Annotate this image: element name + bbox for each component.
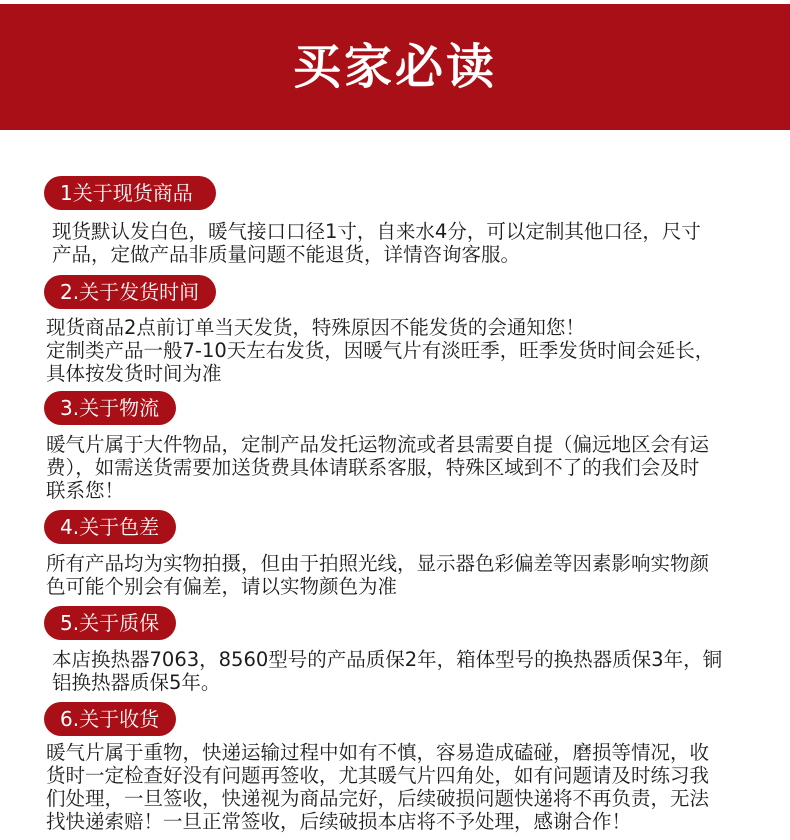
section-body: 所有产品均为实物拍摄，但由于拍照光线，显示器色彩偏差等因素影响实物颜 色可能个别会有偏差，请以实物颜色为准	[46, 552, 710, 598]
section-title: 1关于现货商品	[44, 176, 216, 210]
header-banner	[0, 4, 790, 130]
section-body: 本店换热器7063，8560型号的产品质保2年，箱体型号的换热器质保3年，铜 铝换热器质保5年。	[52, 648, 723, 694]
section-title: 4.关于色差	[44, 510, 176, 544]
section-body: 现货商品2点前订单当天发货，特殊原因不能发货的会通知您！ 定制类产品一般7-10天左右发货，因暖气片有淡旺季，旺季发货时间会延长， 具体按发货时间为准	[46, 316, 715, 385]
section-title: 5.关于质保	[44, 606, 176, 640]
page-title: 买家必读	[292, 38, 497, 95]
section-body: 暖气片属于重物，快递运输过程中如有不慎，容易造成磕碰，磨损等情况，收 货时一定检查好没有问题再签收，尤其暖气片四角处，如有问题请及时练习我 们处理，一旦签收，快递视为商品完好，后续破损问题快递将不再负责，无法 找快递索赔！一旦正常签收，后续破损本店将不予处理，感谢合作！	[46, 741, 710, 833]
section-body: 现货默认发白色，暖气接口口径1寸，自来水4分，可以定制其他口径，尺寸 产品，定做产品非质量问题不能退货，详情咨询客服。	[52, 220, 701, 266]
section-title: 2.关于发货时间	[44, 275, 216, 309]
section-title: 3.关于物流	[44, 391, 176, 425]
section-body: 暖气片属于大件物品，定制产品发托运物流或者县需要自提（偏远地区会有运 费），如需送货需要加送货费具体请联系客服，特殊区域到不了的我们会及时 联系您！	[46, 433, 710, 502]
section-title: 6.关于收货	[44, 702, 176, 736]
